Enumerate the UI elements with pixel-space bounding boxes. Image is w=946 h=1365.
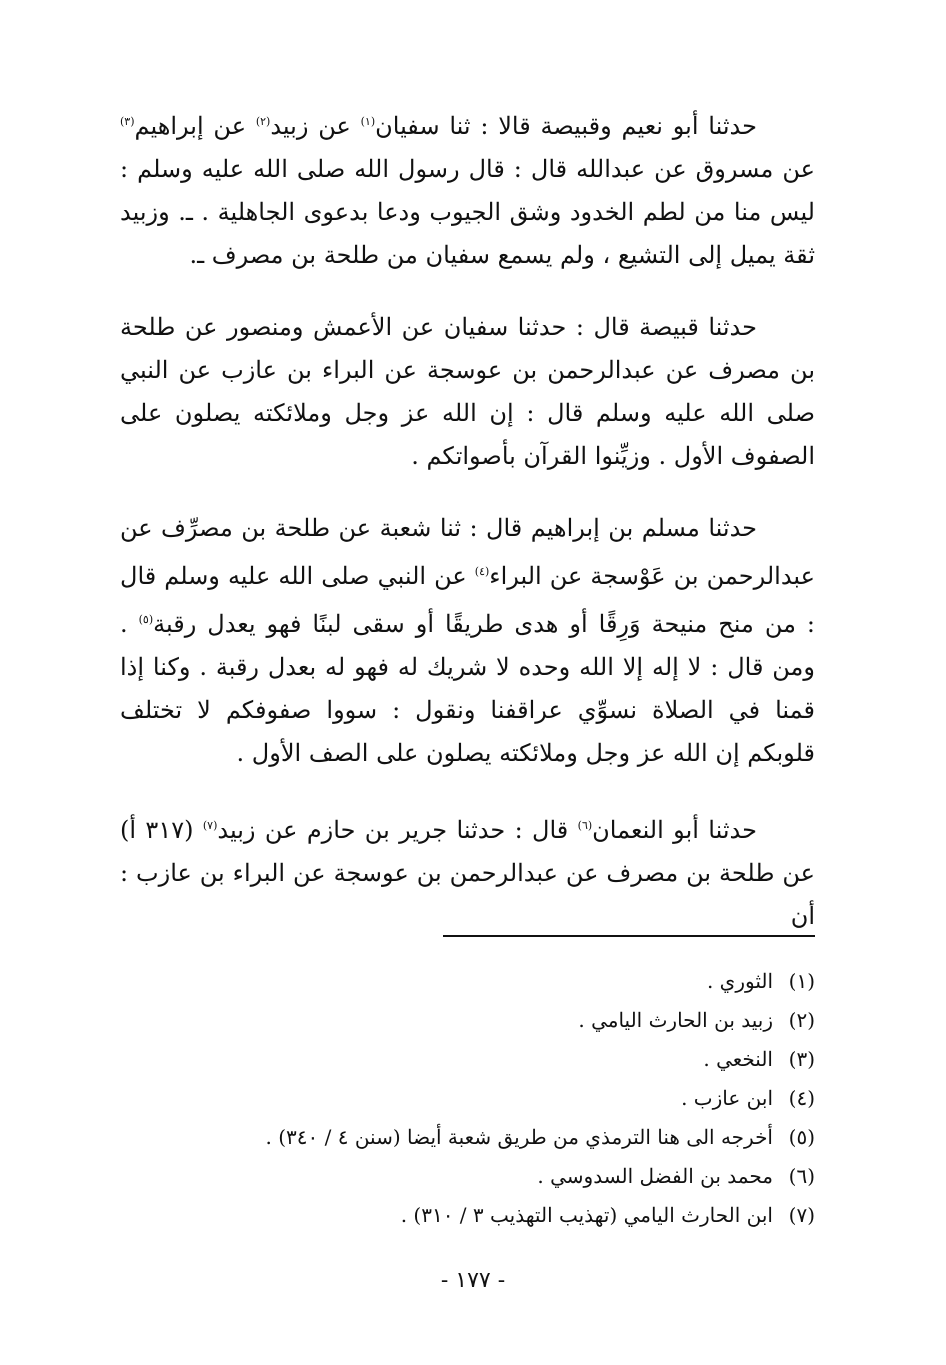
footnote-number: (٣) bbox=[788, 1047, 815, 1071]
paragraph bbox=[120, 306, 815, 478]
footnote-item bbox=[120, 1040, 815, 1079]
paragraph bbox=[120, 804, 815, 938]
footnote-reference: (١) bbox=[360, 115, 376, 128]
footnote-item bbox=[120, 1079, 815, 1118]
footnote-text: الثوري . bbox=[706, 969, 773, 993]
text-segment: حدثنا قبيصة قال : حدثنا سفيان عن الأعمش ومنصور عن طلحة بن مصرف عن عبدالرحمن بن عوسجة عن البراء بن عازب عن النبي صلى الله عليه وسلم قال : إن الله عز وجل وملائكته يصلون على الصفوف الأول . وزيِّنوا القرآن بأصواتكم . bbox=[120, 313, 815, 470]
footnote-reference: (٦) bbox=[577, 819, 593, 832]
footnote-number: (٧) bbox=[788, 1203, 815, 1227]
page-number: - ١٧٧ - bbox=[440, 1268, 506, 1293]
footnote-text: ابن عازب . bbox=[681, 1086, 773, 1110]
footnote-reference: (٢) bbox=[255, 115, 271, 128]
footnote-reference: (٣) bbox=[120, 115, 135, 128]
footnote-item bbox=[120, 1118, 815, 1157]
footnote-text: زبيد بن الحارث اليامي . bbox=[578, 1008, 773, 1032]
footnote-reference: (٤) bbox=[474, 565, 490, 578]
footnote-text: ابن الحارث اليامي (تهذيب التهذيب ٣ / ٣١٠) . bbox=[400, 1203, 773, 1227]
main-text bbox=[120, 100, 815, 967]
footnotes-list bbox=[120, 962, 815, 1235]
footnote-reference: (٧) bbox=[202, 819, 218, 832]
text-segment: (٣١٧ أ) عن طلحة بن مصرف عن عبدالرحمن بن عوسجة عن البراء بن عازب : أن bbox=[120, 816, 815, 930]
footnote-number: (١) bbox=[788, 969, 815, 993]
footnote-divider bbox=[443, 935, 815, 937]
footnote-reference: (٥) bbox=[138, 613, 154, 626]
footnote-item bbox=[120, 1157, 815, 1196]
footnote-text: النخعي . bbox=[703, 1047, 773, 1071]
text-segment: حدثنا أبو نعيم وقبيصة قالا : ثنا سفيان bbox=[375, 112, 757, 140]
text-segment: عن إبراهيم bbox=[134, 112, 256, 140]
text-segment: عن زبيد bbox=[270, 112, 361, 140]
footnote-text: محمد بن الفضل السدوسي . bbox=[537, 1164, 773, 1188]
footnote-number: (٦) bbox=[788, 1164, 815, 1188]
paragraph bbox=[120, 100, 815, 277]
text-segment: عن النبي صلى الله عليه وسلم قال : من منح منيحة وَرِقًا أو هدى طريقًا أو سقى لبنًا فهو يعدل رقبة bbox=[120, 562, 815, 638]
footnote-text: أخرجه الى هنا الترمذي من طريق شعبة أيضا (سنن ٤ / ٣٤٠) . bbox=[265, 1125, 773, 1149]
footnote-number: (٢) bbox=[788, 1008, 815, 1032]
footnote-item bbox=[120, 962, 815, 1001]
footnote-item bbox=[120, 1196, 815, 1235]
text-segment: . ومن قال : لا إله إلا الله وحده لا شريك له فهو له بعدل رقبة . وكنا إذا قمنا في الصلاة نسوِّي عراقفنا ونقول : سووا صفوفكم لا تختلف قلوبكم إن الله عز وجل وملائكته يصلون على الصف الأول . bbox=[120, 610, 815, 767]
paragraph bbox=[120, 507, 815, 775]
text-segment: حدثنا أبو النعمان bbox=[592, 816, 757, 844]
text-segment: قال : حدثنا جرير بن حازم عن زبيد bbox=[217, 816, 578, 844]
text-segment: عن مسروق عن عبدالله قال : قال رسول الله صلى الله عليه وسلم : ليس منا من لطم الخدود وشق الجيوب ودعا بدعوى الجاهلية . ـ. وزبيد ثقة يميل إلى التشيع ، ولم يسمع سفيان من طلحة بن مصرف ـ. bbox=[120, 155, 815, 269]
footnote-number: (٤) bbox=[788, 1086, 815, 1110]
text-segment: حدثنا مسلم بن إبراهيم قال : ثنا شعبة عن طلحة بن مصرِّف عن عبدالرحمن بن عَوْسجة عن البراء bbox=[120, 514, 815, 590]
footnote-item bbox=[120, 1001, 815, 1040]
footnote-number: (٥) bbox=[788, 1125, 815, 1149]
